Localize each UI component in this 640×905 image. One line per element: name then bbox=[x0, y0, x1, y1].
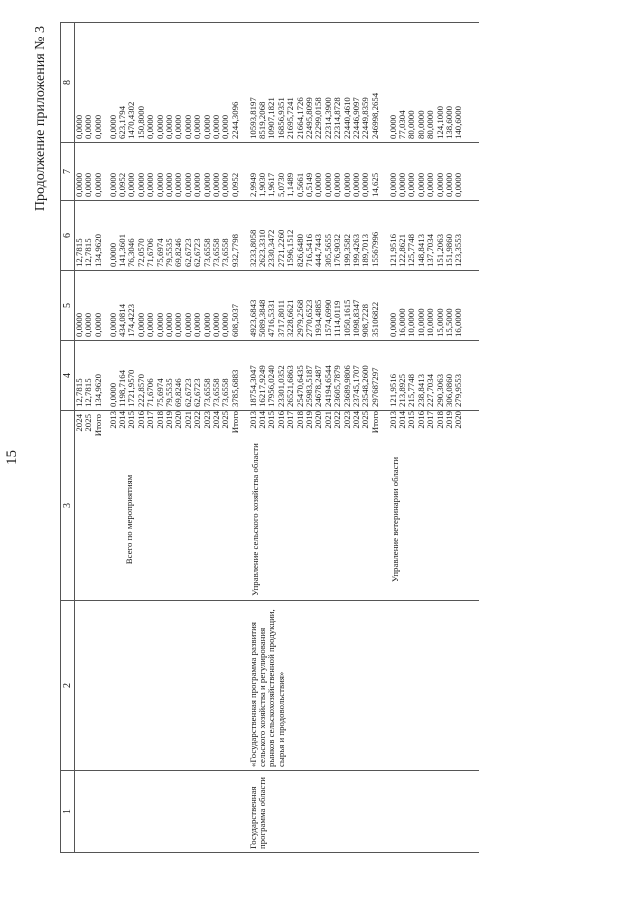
value-cell: 0,0000 0,0000 0,0000 0,0000 0,0000 0,0000 0,0000 0,0000 bbox=[389, 143, 479, 201]
value-cell: 0,0000 623,1794 1470,4302 150,8000 0,0000 0,0000 0,0000 0,0000 0,0000 0,0000 0,0000 0,0000 0,0000 2244,3096 bbox=[109, 23, 249, 143]
value-cell: 3233,8058 2623,3310 2330,3472 2721,2260 1596,1512 826,6480 716,5416 444,7443 305,5655 176,9032 199,3582 199,4263 189,7013 15567996 bbox=[249, 201, 389, 271]
block-label: Управление ветеринарии области bbox=[389, 456, 400, 583]
value-cell: 2,9949 1,9030 1,9617 5,0730 1,1489 0,5661 0,5149 0,0000 0,0000 0,0000 0,0000 0,0000 0,0000 14,625 bbox=[249, 143, 389, 201]
value-cell: 121,9516 122,8621 125,7748 148,8413 137,7034 151,2063 151,9860 123,3553 bbox=[389, 201, 479, 271]
block-label: Всего по мероприятиям bbox=[123, 474, 134, 565]
column-header: 5 bbox=[61, 271, 75, 341]
value-cell: 0,0000 77,0304 80,0000 80,0000 80,0000 124,1000 138,6000 140,6000 bbox=[389, 23, 479, 143]
column-header: 2 bbox=[61, 601, 75, 771]
header-row bbox=[61, 23, 75, 853]
value-cell: 0,0000 16,0000 10,0000 10,0000 10,0000 15,0000 15,5000 16,0000 bbox=[389, 271, 479, 341]
value-cell: 12,7815 12,7815 134,9620 bbox=[75, 341, 109, 411]
page-number: 15 bbox=[4, 450, 20, 465]
value-cell: 0,0000 0,0000 0,0000 bbox=[75, 143, 109, 201]
column-header: 7 bbox=[61, 143, 75, 201]
year-cell: 2024 2025 Итого bbox=[75, 411, 109, 601]
program-title: «Государственная программа развития сельского хозяйства и регулирования рынков сельскохозяйственной продукции, сырья и продовольствия» bbox=[249, 601, 389, 771]
year-cell: 2013 2014 2015 2016 2017 2018 2019 2020 2021 2022 2023 2024 2025 Итого bbox=[107, 411, 240, 434]
year-cell: 2013 2014 2015 2016 2017 2018 2019 2020 bbox=[387, 411, 464, 429]
year-cell: 2013 2014 2015 2016 2017 2018 2019 2020 2021 2022 2023 2024 2025 Итого bbox=[247, 411, 380, 434]
value-cell: 4923,6843 5089,3848 4716,5331 3717,8011 3228,6621 2979,2568 2770,6523 1934,4885 1574,6990 1114,0119 1050,1615 1098,8347 908,7228 35106822 bbox=[249, 271, 389, 341]
value-cell: 0,0000 0,0000 0,0000 bbox=[75, 271, 109, 341]
appendix-title: Продолжение приложения № 3 bbox=[33, 26, 48, 212]
block-label: Управление сельского хозяйства области bbox=[249, 443, 260, 596]
value-cell: 10593,8197 8519,2068 10907,1821 16856,9351 21695,7241 21664,1726 22495,8099 22299,0158 22314,3900 22314,8728 22440,4610 22446,9097 22449,8359 246998,2654 bbox=[249, 23, 389, 143]
table-row bbox=[389, 23, 479, 853]
column-header: 8 bbox=[61, 23, 75, 143]
table-row bbox=[109, 23, 249, 853]
table-row bbox=[75, 23, 109, 853]
value-cell: 0,0000 1198,7164 1721,9570 222,8570 71,6706 75,6974 79,5535 69,8246 62,6723 62,6723 73,6558 73,6558 73,6558 3785,6883 bbox=[109, 341, 249, 411]
value-cell: 0,0000 141,3601 76,3046 72,0570 71,6706 75,6974 79,5535 69,8246 62,6723 62,6723 73,6558 73,6558 73,6558 932,7798 bbox=[109, 201, 249, 271]
program-name: Государственная программа области bbox=[249, 771, 389, 853]
column-header: 1 bbox=[61, 771, 75, 853]
column-header: 3 bbox=[61, 411, 75, 601]
value-cell: 12,7815 12,7815 134,9620 bbox=[75, 201, 109, 271]
column-header: 6 bbox=[61, 201, 75, 271]
value-cell: 0,0000 434,0814 174,4223 0,0000 0,0000 0,0000 0,0000 0,0000 0,0000 0,0000 0,0000 0,0000 0,0000 608,5037 bbox=[109, 271, 249, 341]
appendix-table bbox=[60, 22, 479, 853]
value-cell: 0,0000 0,0952 0,0000 0,0000 0,0000 0,0000 0,0000 0,0000 0,0000 0,0000 0,0000 0,0000 0,0000 0,0952 bbox=[109, 143, 249, 201]
value-cell: 18754,3047 16217,9249 17956,0240 23301,0352 26521,6863 25470,6435 25983,5187 24678,2487 24194,6544 23605,7879 23689,9806 23745,1707 23548,2600 297687297 bbox=[249, 341, 389, 411]
value-cell: 0,0000 0,0000 0,0000 bbox=[75, 23, 109, 143]
value-cell: 121,9516 213,8925 215,7748 238,8413 227,7034 290,3063 306,0860 279,9553 bbox=[389, 341, 479, 411]
column-header: 4 bbox=[61, 341, 75, 411]
table-row bbox=[249, 23, 389, 853]
